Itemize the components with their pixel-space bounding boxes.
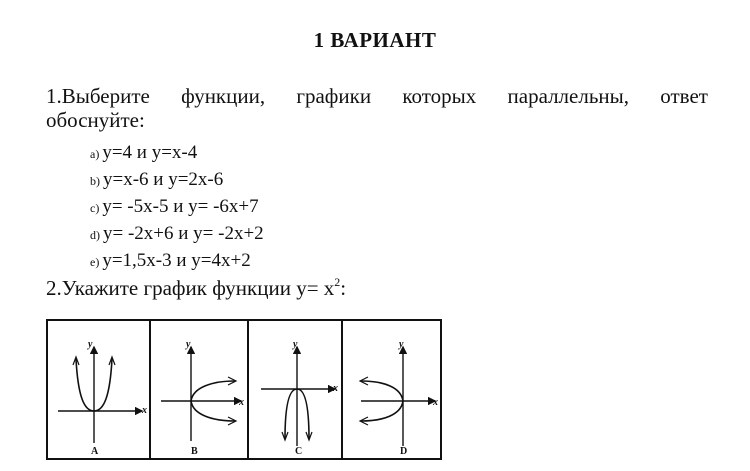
graph-label: B [191, 446, 198, 457]
graph-label: D [400, 446, 408, 457]
graph-b[interactable] [151, 321, 247, 458]
x-axis-label: x [142, 405, 147, 416]
option-text: y= -5x-5 и y= -6x+7 [102, 196, 259, 217]
graph-a-plot [48, 321, 149, 458]
question-2-suffix: : [340, 276, 347, 300]
option-text: y=4 и y=x-4 [102, 142, 198, 163]
option-letter: b) [90, 174, 100, 188]
x-axis-label: x [239, 397, 244, 408]
option-item [90, 140, 264, 167]
y-axis-label: y [293, 339, 298, 350]
y-axis-label: y [88, 339, 93, 350]
question-1 [46, 84, 708, 132]
question-1-word: графики [296, 84, 372, 108]
option-item [90, 167, 264, 194]
option-text: y= -2x+6 и y= -2x+2 [103, 223, 264, 244]
option-letter: a) [90, 147, 100, 161]
question-1-word: которых [402, 84, 477, 108]
graph-a[interactable] [48, 321, 149, 458]
graph-c[interactable] [249, 321, 341, 458]
option-text: y=1,5x-3 и y=4x+2 [102, 250, 251, 271]
graph-label: A [91, 446, 99, 457]
option-letter: c) [90, 201, 100, 215]
option-letter: d) [90, 228, 100, 242]
x-axis-label: x [333, 383, 338, 394]
question-2-text: 2.Укажите график функции y= x [46, 276, 335, 300]
options-list [90, 140, 264, 275]
question-1-word: ответ [660, 84, 708, 108]
y-axis-label: y [399, 339, 404, 350]
page-title: 1 ВАРИАНТ [313, 28, 437, 52]
graph-b-plot [151, 321, 247, 458]
graph-d[interactable] [343, 321, 440, 458]
option-item [90, 194, 264, 221]
question-1-line-1 [46, 84, 708, 108]
question-1-word: функции, [181, 84, 266, 108]
x-axis-label: x [433, 397, 438, 408]
question-2 [46, 270, 346, 300]
question-1-word: параллельны, [507, 84, 630, 108]
option-text: y=x-6 и y=2x-6 [103, 169, 224, 190]
question-2-exponent: 2 [334, 275, 341, 289]
y-axis-label: y [186, 339, 191, 350]
graph-options-table [46, 319, 442, 460]
graph-label: C [295, 446, 303, 457]
graph-d-plot [343, 321, 440, 458]
question-1-word: 1.Выберите [46, 84, 150, 108]
option-letter: e) [90, 255, 100, 269]
option-item [90, 221, 264, 248]
question-1-line-2: обоснуйте: [46, 108, 145, 132]
